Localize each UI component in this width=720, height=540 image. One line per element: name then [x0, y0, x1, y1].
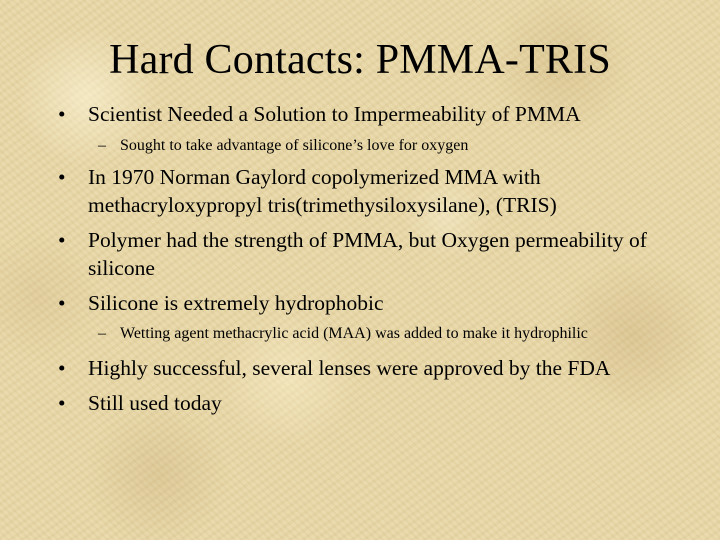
bullet-item	[58, 163, 678, 220]
bullet-text: Polymer had the strength of PMMA, but Oxygen permeability of silicone	[88, 227, 647, 280]
sub-bullet-item	[58, 322, 640, 345]
bullet-marker: •	[58, 164, 66, 189]
sub-bullet-marker: –	[98, 136, 106, 154]
bullet-text: Highly successful, several lenses were approved by the FDA	[88, 356, 611, 380]
bullet-marker: •	[58, 227, 66, 252]
slide-body	[58, 100, 678, 423]
bullet-text: Silicone is extremely hydrophobic	[88, 290, 384, 315]
bullet-text: Scientist Needed a Solution to Impermeability of PMMA	[88, 102, 581, 126]
bullet-item	[58, 226, 678, 283]
bullet-marker: •	[58, 290, 66, 315]
slide-title: Hard Contacts: PMMA-TRIS	[109, 37, 611, 83]
bullet-item	[58, 389, 678, 418]
bullet-item	[58, 354, 678, 383]
bullet-item	[58, 100, 678, 129]
sub-bullet-marker: –	[98, 325, 106, 342]
bullet-text: In 1970 Norman Gaylord copolymerized MMA with methacryloxypropyl tris(trimethysiloxysilane), (TRIS)	[88, 164, 557, 217]
sub-bullet-item	[58, 134, 678, 157]
bullet-item	[58, 289, 678, 318]
bullet-text: Still used today	[88, 390, 222, 415]
sub-bullet-text: Sought to take advantage of silicone’s love for oxygen	[120, 136, 469, 154]
sub-bullet-text: Wetting agent methacrylic acid (MAA) was added to make it hydrophilic	[120, 325, 588, 342]
bullet-marker: •	[58, 102, 66, 126]
bullet-marker: •	[58, 356, 66, 380]
bullet-marker: •	[58, 390, 66, 415]
